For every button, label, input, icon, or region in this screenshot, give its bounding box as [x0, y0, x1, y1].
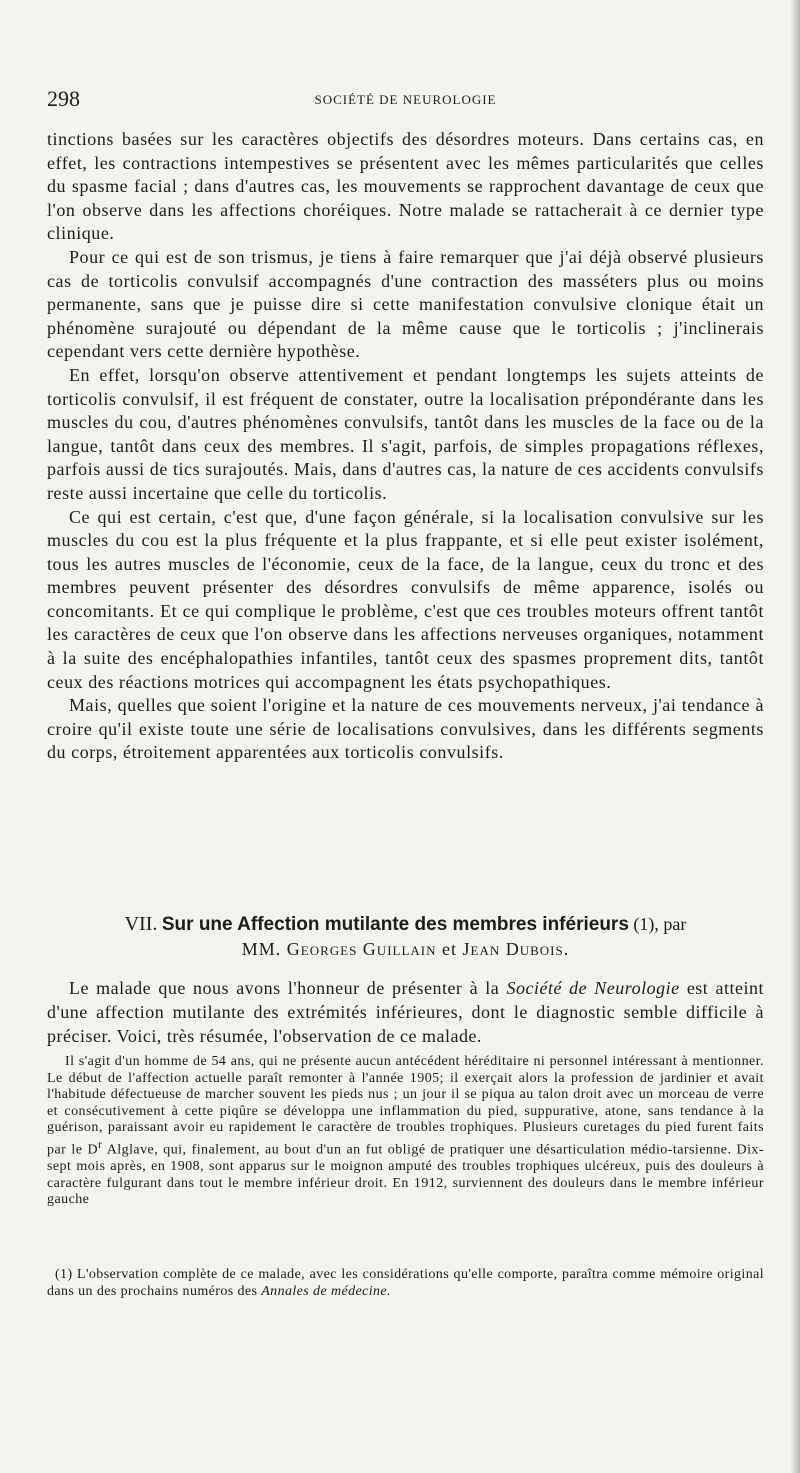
paragraph-1: tinctions basées sur les caractères objectifs des désordres moteurs. Dans certains cas, en effet, les contractions intempestives se présentent avec les mêmes particularités que celles du spasme facial ; dans d'autres cas, les mouvements se rapprochent davantage de ceux que l'on observe dans les affections choréiques. Notre malade se rattacherait à ce dernier type clinique.	[47, 129, 764, 244]
dr-superscript: r	[98, 1137, 103, 1151]
author-2: Jean Dubois.	[462, 939, 570, 959]
footnote-journal: Annales de médecine.	[261, 1284, 391, 1299]
paragraph-5: Mais, quelles que soient l'origine et la nature de ces mouvements nerveux, j'ai tendance à croire qu'il existe toute une série de localisations convulsives, dans les différents segments du corps, étroitement apparentées aux torticolis convulsifs.	[47, 695, 764, 763]
paragraph-4: Ce qui est certain, c'est que, d'une façon générale, si la localisation convulsive sur les muscles du cou est la plus fréquente et la plus frappante, et si elle peut exister isolément, tous les autres muscles de l'économie, ceux de la face, de la langue, ceux du tronc et des membres peuvent présenter des désordres convulsifs de même apparence, isolés ou concomitants. Et ce qui complique le problème, c'est que ces troubles moteurs offrent tantôt les caractères de ceux que l'on observe dans les affections nerveuses organiques, notamment à la suite des encéphalopathies infantiles, tantôt ceux des spasmes proprement dits, tantôt ceux des réactions motrices qui accompagnent les états psychopathiques.	[47, 506, 764, 692]
running-title: SOCIÉTÉ DE NEUROLOGIE	[314, 92, 497, 107]
paragraph-3: En effet, lorsqu'on observe attentivement et pendant longtemps les sujets atteints de torticolis convulsif, il est fréquent de constater, outre la localisation prépondérante dans les muscles du cou, d'autres phénomènes convulsifs, tantôt dans les muscles de la face ou de la langue, tantôt dans ceux des membres. Il s'agit, parfois, de simples propagations réflexes, parfois aussi de tics surajoutés. Mais, dans d'autres cas, la nature de ces accidents convulsifs reste aussi incertaine que celle du torticolis.	[47, 364, 764, 503]
observation-text-1: Il s'agit d'un homme de 54 ans, qui ne présente aucun antécédent héréditaire ni personnel intéressant à mentionner. Le début de l'affection actuelle paraît remonter à l'année 1905; il exerçait alors la profession de jardinier et avait l'habitude défectueuse de marcher souvent les pieds nus ; un jour il se piqua au talon droit avec un morceau de verre et consécutivement à cette piqûre se développa une inflammation du pied, suppurative, atone, sans tendance à la guérison, paraissant avoir eu rapidement le caractère de troubles trophiques. Plusieurs curetages du pied furent faits par le D	[47, 1054, 764, 1158]
page-number: 298	[47, 86, 80, 111]
author-1: Georges Guillain	[286, 939, 437, 959]
intro-journal: Société de Neurologie	[506, 978, 680, 998]
intro-text-1: Le malade que nous avons l'honneur de présenter à la	[69, 978, 500, 998]
page-header	[47, 86, 764, 112]
scan-edge-shadow	[790, 0, 800, 1473]
footnote	[47, 1266, 764, 1300]
footnote-text: (1) L'observation complète de ce malade, avec les considérations qu'elle comporte, paraîtra comme mémoire original dans un des prochains numéros des	[47, 1267, 764, 1299]
section-number: VII.	[124, 913, 158, 935]
intro-paragraph	[47, 976, 764, 1048]
et-word: et	[442, 939, 458, 959]
body-text	[47, 128, 764, 765]
observation-text-2: Alglave, qui, finalement, au bout d'un an fut obligé de pratiquer une désarticulation médio-tarsienne. Dix-sept mois après, en 1908, sont apparus sur le moignon amputé des troubles trophiques ulcéreux, puis des douleurs à caractère fulgurant dans tout le membre inférieur droit. En 1912, surviennent des douleurs dans le membre inférieur gauche	[47, 1142, 764, 1208]
section-title-line	[47, 912, 764, 937]
footnote-ref: (1),	[633, 914, 659, 934]
par-word: par	[663, 914, 687, 934]
observation-text	[47, 1054, 764, 1209]
section-title: Sur une Affection mutilante des membres inférieurs	[161, 914, 629, 935]
intro-text-2: est atteint d'une affection mutilante des extrémités inférieures, dont le diagnostic semble difficile à préciser. Voici, très résumée, l'observation de ce malade.	[47, 978, 764, 1046]
section-heading	[47, 912, 764, 961]
section-authors	[47, 937, 764, 961]
mm-label: MM.	[241, 939, 282, 959]
paragraph-2: Pour ce qui est de son trismus, je tiens à faire remarquer que j'ai déjà observé plusieurs cas de torticolis convulsif accompagnés d'une contraction des masséters plus ou moins permanente, sans que je puisse dire si cette manifestation convulsive clonique était un phénomène surajouté ou dépendant de la même cause que le torticolis ; j'inclinerais cependant vers cette dernière hypothèse.	[47, 246, 764, 362]
